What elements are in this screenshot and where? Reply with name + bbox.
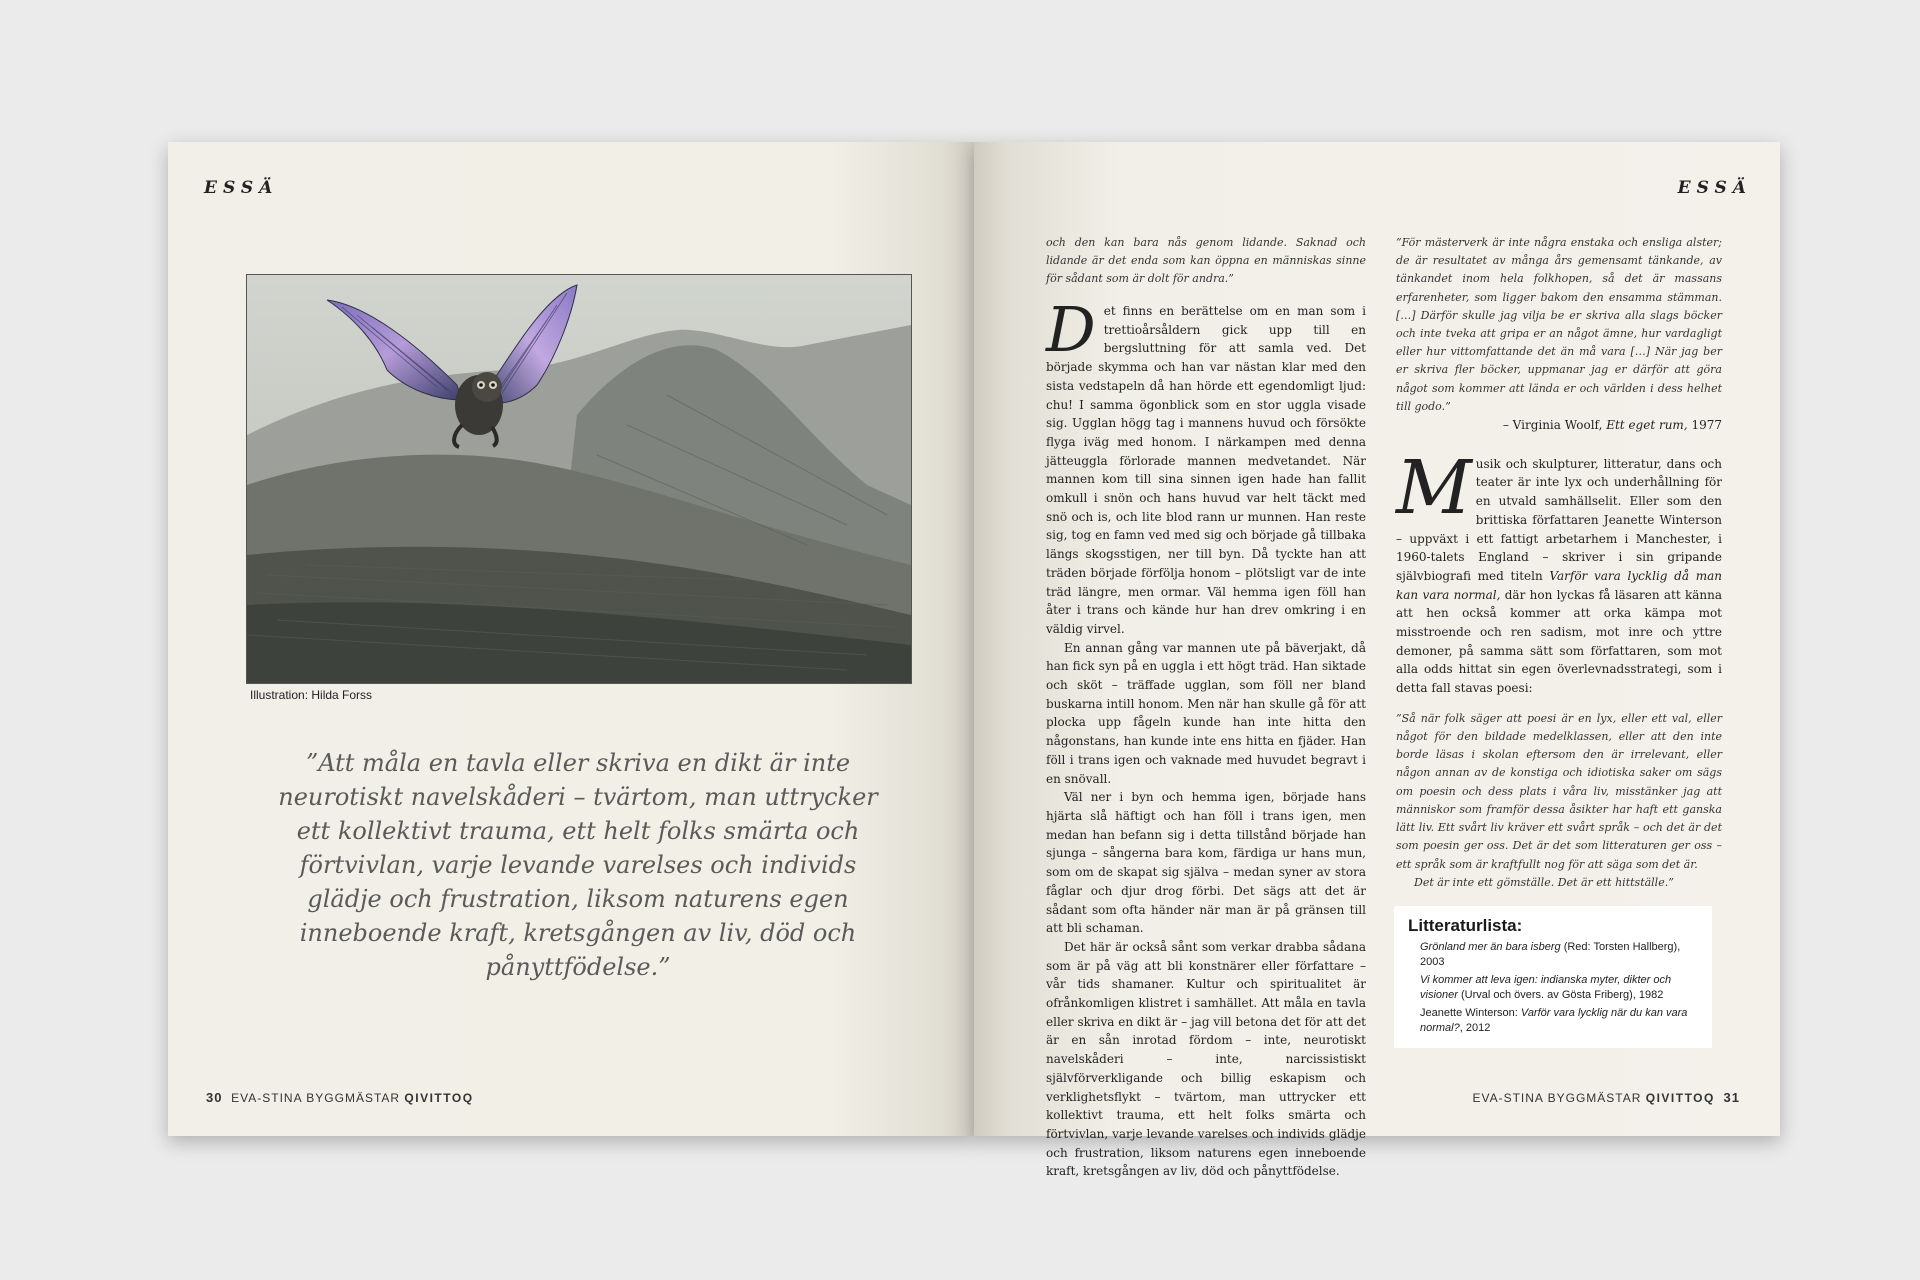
right-page [974, 142, 1780, 1179]
list-item: Vi kommer att leva igen: indianska myter, dikter och visioner (Urval och övers. av Gösta Friberg), 1982 [1420, 974, 1672, 1001]
section-label: ESSÄ [204, 178, 279, 198]
magazine-spread [168, 142, 1780, 1179]
list-item: Grönland mer än bara isberg (Red: Torsten Hallberg), 2003 [1420, 941, 1681, 968]
drop-cap: D [1046, 293, 1096, 366]
winterson-quote: ”Så när folk säger att poesi är en lyx, eller ett val, eller något för den bildade medelklassen, eller att den inte borde läsas i skolan eftersom den är irrelevant, eller någon annan av de konstiga och idiotiska saker om sägs om poesin och dess plats i våra liv, misstänker jag att människor som framför dessa åsikter har haft ett ganska lätt liv. Ett svårt liv kräver ett svårt språk – och det är det som poesin ger oss. Det är det som litteraturen ger oss – ett språk som är kraftfullt nog för att säga som det är. [1396, 711, 1722, 871]
page-number: 30 [206, 1090, 223, 1105]
folio-author: EVA-STINA BYGGMÄSTAR [1472, 1091, 1642, 1105]
paragraph: Det finns en berättelse om en man som i trettioårsåldern gick upp till en bergsluttning för att samla ved. Det började skymma och han var nästan klar med den sista vedstapeln då han hörde ett egendomligt ljud: chu! I samma ögonblick som en stor uggla visade sig. Ugglan högg tag i mannens huvud och försökte flyga iväg med honom. I närkampen med denna jätteuggla förlorade mannen medvetandet. När mannen kom till sina sinnen igen hade han fallit omkull i snön och hans huvud var helt täckt med snö och is, och lite blod rann ur munnen. Han reste sig, tog en famn ved med sig och började gå tillbaka längs skogsstigen, ner till byn. Då tyckte han att träden började förfölja honom – plötsligt var de inte träd längre, men ormar. Väl hemma igen föll han åter i trans och kände hur han drev omkring i en väldig virvel. [1046, 293, 1366, 636]
folio-magazine: QIVITTOQ [1645, 1091, 1715, 1105]
folio-author: EVA-STINA BYGGMÄSTAR [231, 1091, 401, 1105]
folio-magazine: QIVITTOQ [404, 1091, 474, 1105]
winterson-quote-end: Det är inte ett gömställe. Det är ett hittställe.” [1414, 875, 1674, 889]
illustration-credit: Illustration: Hilda Forss [250, 688, 373, 702]
body-column-1 [1046, 234, 1366, 1181]
woolf-attribution: – Virginia Woolf, Ett eget rum, 1977 [1502, 418, 1722, 433]
top-quote: och den kan bara nås genom lidande. Saknad och lidande är det enda som kan öppna en människas sinne för sådant som är dolt för andra.” [1046, 236, 1366, 285]
owl-illustration [246, 274, 912, 684]
folio [206, 1090, 474, 1105]
literature-heading: Litteraturlista: [1408, 916, 1523, 935]
section-label: ESSÄ [1677, 178, 1752, 198]
body-column-2 [1396, 234, 1722, 892]
paragraph: Musik och skulpturer, litteratur, dans och teater är inte lyx och underhållning för en utvald samhällselit. Eller som den brittiska författaren Jeanette Winterson – uppväxt i ett fattigt arbetarhem i Manchester, i 1960-talets England – skriver i sin gripande självbiografi med titeln Varför vara lycklig då man kan vara normal, där hon lyckas få läsaren att känna att hen också kommer att orka kämpa mot misstroende och ren sadism, mot inre och yttre demoner, på samma sätt som författaren, som mot alla odds hittat sin egen överlevnadsstrategi, som i detta fall stavas poesi: [1396, 444, 1722, 696]
woolf-quote: ”För mästerverk är inte några enstaka och ensliga alster; de är resultatet av många års gemensamt tänkande, av tänkandet inom hela folkhopen, så det är massans erfarenheter, som ligger bakom den ensamma stämman. […] Därför skulle jag vilja be er skriva alla slags böcker och inte tveka att gripa er an något ämne, hur vardagligt eller hur vittomfattande det än må vara […] När jag ber er skriva fler böcker, uppmanar jag er därför att göra något som kommer att lända er och världen i dess helhet till godo.” [1396, 236, 1722, 413]
left-page [168, 142, 974, 1136]
literature-list [1394, 906, 1712, 1048]
paragraph: En annan gång var mannen ute på bäverjakt, då han fick syn på en uggla i ett högt träd. Han siktade och sköt – träffade ugglan, som föll ner bland buskarna intill honom. Men när han skulle gå för att plocka upp fågeln kunde han inte hitta den någonstans, han kunde inte ens hitta en fjäder. Han föll i trans igen och vaknade med huvudet begravt i en snövall. [1046, 640, 1366, 786]
paragraph: Det här är också sånt som verkar drabba sådana som är på väg att bli konstnärer eller författare – vår tids shamaner. Kultur och spiritualitet är ofrånkomligen klistret i samhället. Att måla en tavla eller skriva en dikt är – jag vill betona det för att det är en sån inrotad fördom – inte, neurotiskt navelskåderi – inte, narcissistiskt självförverkligande och billig eskapism och verklighetsflykt – tvärtom, man uttrycker ett kollektivt trauma, ett helt folks smärta och förtvivlan, varje levande varelses och individs glädje och frustration, liksom naturens egen inneboende kraft, kretsgången av liv, död och pånyttfödelse. [1046, 939, 1366, 1179]
folio [1472, 1090, 1740, 1105]
pull-quote: ”Att måla en tavla eller skriva en dikt är inte neurotiskt navelskåderi – tvärtom, man uttrycker ett kollektivt trauma, ett helt folks smärta och förtvivlan, varje levande varelses och individs glädje och frustration, liksom naturens egen inneboende kraft, kretsgången av liv, död och pånyttfödelse.” [278, 749, 878, 981]
list-item: Jeanette Winterson: Varför vara lycklig när du kan vara normal?, 2012 [1420, 1007, 1688, 1034]
page-number: 31 [1723, 1090, 1740, 1105]
paragraph: Väl ner i byn och hemma igen, började hans hjärta slå häftigt och han föll i trans igen, men medan han befann sig i detta tillstånd började han sjunga – sångerna bara kom, färdiga ur hans mun, som om de skapat sig själva – medan syner av stora fåglar och djur drog förbi. Det sägs att det är sådant som ofta händer när man är på gränsen till att bli schaman. [1046, 790, 1366, 936]
drop-cap: M [1396, 444, 1472, 531]
